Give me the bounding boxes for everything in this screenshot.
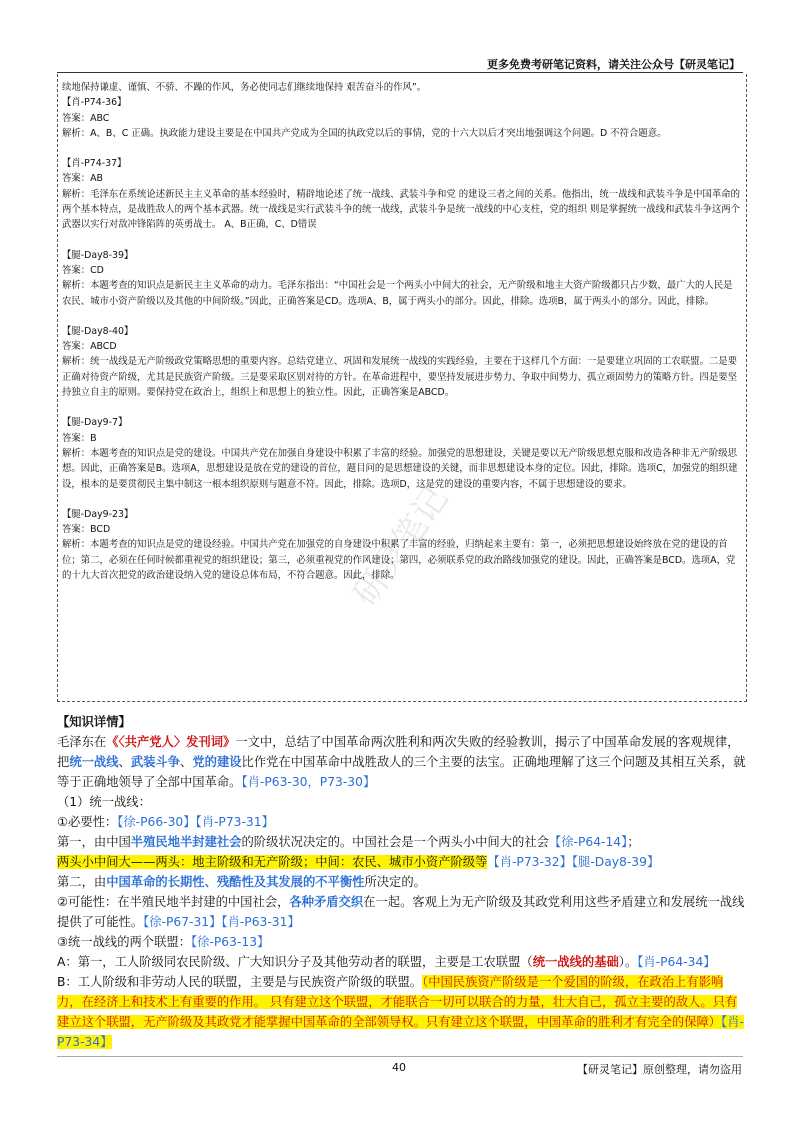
- question-id: 【肖-P74-37】: [62, 158, 127, 170]
- knowledge-line: [57, 832, 747, 852]
- question-id: 【肖-P74-36】: [62, 97, 127, 109]
- text: 毛泽东在: [57, 735, 107, 749]
- highlighted-text: 两头小中间大——两头：地主阶级和无产阶级；中间：农民、城市小资产阶级等: [57, 855, 488, 869]
- reference-tag: 【肖-P64-34】: [637, 955, 716, 969]
- keyword: 半殖民地半封建社会: [130, 835, 242, 849]
- reference-tag: 【肖-P73-34】: [57, 1015, 744, 1049]
- question-analysis: 解析：统一战线是无产阶级政党策略思想的重要内容。总结党建立、巩固和发展统一战线的实践经验，主要在于这样几个方面：一是要建立巩固的工农联盟。二是要正确对待资产阶级，尤其是民族资产阶级。三是要采取区别对待的方针。在革命进程中，要坚持发展进步势力、争取中间势力、孤立顽固势力的策略方针。四是要坚持独立自主的原则。要保持党在政治上，组织上和思想上的独立性。因此，正确答案是ABCD。: [62, 356, 738, 399]
- text: ；: [627, 835, 640, 849]
- keyword: 中国革命的长期性、残酷性及其发展的不平衡性: [106, 875, 365, 889]
- question-answer: 答案：AB: [62, 173, 103, 185]
- watermark: 研灵笔记: [345, 479, 457, 614]
- knowledge-line: [57, 952, 747, 972]
- text: B：工人阶级和非劳动人民的联盟，主要是与民族资产阶级的联盟。: [57, 975, 423, 989]
- text: 、: [180, 755, 193, 769]
- question-answer: 答案：B: [62, 432, 97, 444]
- intro-line: 续地保持谦虚、谨慎、不骄、不躁的作风，务必使同志们继续地保持 艰苦奋斗的作风”。: [62, 82, 427, 93]
- text: 、: [118, 755, 131, 769]
- question-answer: 答案：ABC: [62, 112, 110, 124]
- question-block: [62, 415, 740, 491]
- question-analysis: 解析：本题考查的知识点是新民主主义革命的动力。毛泽东指出：“中国社会是一个两头小中间大的社会，无产阶级和地主大资产阶级都只占少数，最广大的人民是农民、城市小资产阶级以及其他的中间阶级。”因此，正确答案是CD。选项A、B，属于两头小的部分。因此，排除。选项B，属于两头小的部分。因此，排除。: [62, 280, 733, 307]
- reference-tag: 【徐-P64-14】: [548, 835, 628, 849]
- knowledge-line: [57, 812, 747, 832]
- question-id: 【腿-Day9-23】: [62, 508, 134, 520]
- text: 第一，由中国: [57, 835, 131, 849]
- question-analysis: 解析：A、B、C 正确。执政能力建设主要是在中国共产党成为全国的执政党以后的事情，党的十六大以后才突出地强调这个问题。D 不符合题意。: [62, 127, 667, 139]
- reference-tag: 【徐-P67-31】【肖-P63-31】: [143, 915, 300, 929]
- question-answer: 答案：BCD: [62, 524, 111, 536]
- question-answer: 答案：ABCD: [62, 341, 117, 353]
- question-analysis: 解析：毛泽东在系统论述新民主主义革命的基本经验时，精辟地论述了统一战线、武装斗争和党 的建设三者之间的关系。他指出，统一战线和武装斗争是中国革命的两个基本特点，是战胜敌人的两个基本武器。统一战线是实行武装斗争的统一战线，武装斗争是统一战线的中心支柱，党的组织 则是掌握统一战线和武装斗争这两个武器以实行对敌冲锋陷阵的英勇战士。 A、B正确，C、D错误: [62, 188, 740, 231]
- text: ①必要性：: [57, 815, 118, 829]
- keyword: 党的建设: [192, 755, 242, 769]
- question-id: 【腿-Day8-40】: [62, 325, 134, 337]
- question-id: 【腿-Day8-39】: [62, 249, 134, 261]
- text: A：第一，工人阶级同农民阶级、广大知识分子及其他劳动者的联盟，主要是工农联盟（: [57, 955, 533, 969]
- answer-box: [57, 74, 747, 702]
- header-divider: [57, 72, 743, 73]
- text: 在一起。客观上为无产阶级及其政党利用这些矛盾建立和发展统一战线提供了可能性。: [57, 895, 745, 929]
- question-block: [62, 324, 740, 400]
- knowledge-line: [57, 972, 747, 1052]
- reference-tag: 【徐-P63-13】: [191, 935, 270, 949]
- question-analysis: 解析：本题考查的知识点是党的建设经验。中国共产党在加强党的自身建设中积累了丰富的经验，归纳起来主要有：第一，必须把思想建设始终放在党的建设的首位；第二，必须在任何时候都重视党的组织建设；第三，必须重视党的作风建设；第四，必须联系党的政治路线加强党的建设。因此，正确答案是BCD。选项A，党的十九大首次把党的政治建设纳入党的建设总体布局，不符合题意。因此，排除。: [62, 539, 736, 582]
- article-title: 《〈共产党人〉发刊词》: [106, 735, 236, 749]
- knowledge-line: [57, 872, 747, 892]
- question-analysis: 解析：本题考查的知识点是党的建设。中国共产党在加强自身建设中积累了丰富的经验。加强党的思想建设，关键是要以无产阶级思想克服和改造各种非无产阶级思想。因此，正确答案是B。选项A，思想建设是放在党的建设的首位，题目问的是思想建设的关键，而非思想建设本身的定位。因此，排除。选项C，加强党的组织建设，根本的是要贯彻民主集中制这一根本组织原则与题意不符。因此，排除。选项D，这是党的建设的重要内容，不属于思想建设的要求。: [62, 447, 738, 490]
- footer-divider: [57, 1056, 743, 1057]
- footer-note: 【研灵笔记】原创整理，请勿盗用: [577, 1063, 742, 1076]
- keyword: 统一战线的基础: [532, 955, 619, 969]
- knowledge-line: [57, 892, 747, 932]
- knowledge-line: [57, 852, 747, 872]
- text: 比作党在中国革命中战胜敌人的三个主要的法宝。正确地理解了这三个问题及其相互关系，就等于正确地领导了全部中国革命。: [57, 755, 746, 789]
- highlighted-text: （中国民族资产阶级是一个爱国的阶级，在政治上有影响力，在经济上和技术上有重要的作用。 只有建立这个联盟，才能联合一切可以联合的力量，壮大自己，孤立主要的敌人。只有建立这个联盟，无产阶级及其政党才能掌握中国革命的全部领导权。只有建立这个联盟，中国革命的胜利才有完全的保障）: [57, 975, 738, 1029]
- question-block: [62, 248, 740, 309]
- question-answer: 答案：CD: [62, 264, 104, 276]
- knowledge-heading: 【知识详情】: [57, 715, 131, 729]
- reference-tag: 【肖-P63-30，P73-30】: [241, 775, 376, 789]
- keyword: 统一战线: [69, 755, 119, 769]
- question-id: 【腿-Day9-7】: [62, 417, 128, 429]
- question-block: [62, 507, 740, 583]
- text: 一文中，总结了中国革命两次胜利和两次失败的经验教训，揭示了中国革命发展的客观规律，把: [57, 735, 740, 769]
- knowledge-paragraph: [57, 732, 747, 792]
- text: ②可能性：在半殖民地半封建的中国社会，: [57, 895, 290, 909]
- knowledge-line: [57, 932, 747, 952]
- text: 的阶级状况决定的。中国社会是一个两头小中间大的社会: [241, 835, 549, 849]
- page-number: 40: [392, 1061, 406, 1074]
- keyword: 各种矛盾交织: [289, 895, 364, 909]
- text: ③统一战线的两个联盟：: [57, 935, 191, 949]
- knowledge-section: [57, 712, 747, 1052]
- page-header-note: 更多免费考研笔记资料，请关注公众号【研灵笔记】: [487, 58, 740, 71]
- reference-tag: 【徐-P66-30】【肖-P73-31】: [117, 815, 274, 829]
- text: 所决定的。: [364, 875, 426, 889]
- text: 第二，由: [57, 875, 107, 889]
- reference-tag: 【肖-P73-32】【腿-Day8-39】: [487, 855, 660, 869]
- keyword: 武装斗争: [130, 755, 181, 769]
- question-block: [62, 156, 740, 232]
- subsection-title: （1）统一战线：: [57, 795, 151, 809]
- question-block: [62, 95, 740, 141]
- text: ）。: [618, 955, 638, 969]
